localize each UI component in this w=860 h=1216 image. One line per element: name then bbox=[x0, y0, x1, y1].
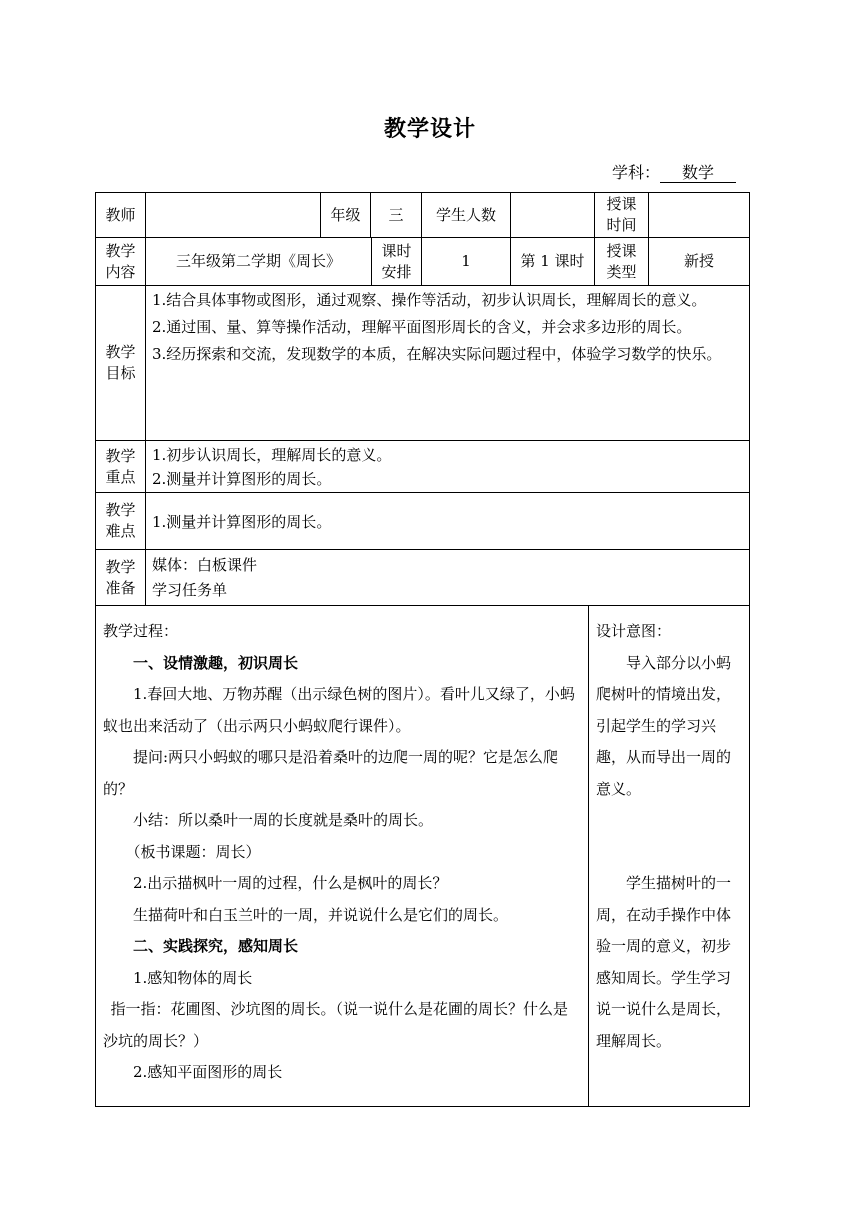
type-value-cell bbox=[648, 237, 750, 286]
difficulties-label-cell bbox=[95, 492, 146, 550]
time-value-cell bbox=[648, 192, 750, 238]
process-paragraph: 2.出示描枫叶一周的过程，什么是枫叶的周长？ bbox=[133, 874, 448, 892]
goal-item: 1.结合具体事物或图形，通过观察、操作等活动，初步认识周长，理解周长的意义。 bbox=[152, 291, 707, 309]
content-value: 三年级第二学期《周长》 bbox=[175, 252, 341, 270]
process-paragraph: 生描荷叶和白玉兰叶的一周，并说说什么是它们的周长。 bbox=[133, 905, 509, 924]
students-label-cell bbox=[421, 192, 511, 238]
type-value: 新授 bbox=[683, 252, 714, 270]
goal-item: 2.通过围、量、算等操作活动，理解平面图形周长的含义，并会求多边形的周长。 bbox=[152, 318, 692, 336]
type-label-line1: 授课 bbox=[606, 241, 637, 260]
difficulty-item: 1.测量并计算图形的周长。 bbox=[152, 512, 332, 531]
content-label-line1: 教学 bbox=[105, 241, 136, 260]
hours-label-cell bbox=[371, 237, 422, 286]
content-label-cell bbox=[95, 237, 146, 286]
process-paragraph: 指一指：花圃图、沙坑图的周长。（说一说什么是花圃的周长？什么是沙坑的周长？） bbox=[103, 1000, 569, 1050]
process-paragraph: 2.感知平面图形的周长 bbox=[133, 1063, 283, 1081]
hours-label-line1: 课时 bbox=[381, 241, 412, 260]
hours-value: 1 bbox=[461, 252, 471, 270]
subject-value: 数学 bbox=[660, 164, 736, 183]
subject-line bbox=[612, 160, 736, 183]
type-label-cell bbox=[594, 237, 649, 286]
grade-value: 三 bbox=[388, 205, 404, 224]
keypoints-label-line1: 教学 bbox=[105, 446, 136, 465]
goals-content-cell bbox=[145, 285, 750, 441]
preparation-item: 媒体：白板课件 bbox=[152, 556, 258, 574]
time-label-cell bbox=[594, 192, 649, 238]
goals-label-line1: 教学 bbox=[105, 343, 136, 361]
type-label-line2: 类型 bbox=[606, 262, 637, 281]
process-paragraph: 1.春回大地、万物苏醒（出示绿色树的图片）。看叶儿又绿了，小蚂蚁也出来活动了（出示两只小蚂蚁爬行课件）。 bbox=[103, 685, 575, 735]
lesson-no: 第 1 课时 bbox=[520, 252, 585, 270]
time-label-line1: 授课 bbox=[606, 195, 637, 213]
process-paragraph: 1.感知物体的周长 bbox=[133, 968, 253, 987]
process-paragraph: （板书课题：周长） bbox=[125, 842, 261, 861]
preparation-label-line2: 准备 bbox=[105, 578, 136, 597]
preparation-label-cell bbox=[95, 549, 146, 606]
keypoints-label-line2: 重点 bbox=[105, 467, 136, 486]
process-paragraph: 提问:两只小蚂蚁的哪只是沿着桑叶的边爬一周的呢？它是怎么爬的？ bbox=[103, 748, 559, 798]
preparation-item: 学习任务单 bbox=[152, 581, 228, 599]
process-heading: 教学过程： bbox=[103, 622, 179, 640]
keypoint-item: 2.测量并计算图形的周长。 bbox=[152, 470, 332, 488]
grade-value-cell bbox=[370, 192, 422, 238]
difficulties-label-line1: 教学 bbox=[105, 501, 136, 519]
teacher-label-cell bbox=[95, 192, 146, 238]
teacher-value-cell bbox=[145, 192, 321, 238]
goal-item: 3.经历探索和交流，发现数学的本质，在解决实际问题过程中，体验学习数学的快乐。 bbox=[152, 345, 722, 363]
hours-value-cell bbox=[421, 237, 511, 286]
section1-title: 一、设情激趣，初识周长 bbox=[133, 653, 299, 672]
keypoint-item: 1.初步认识周长，理解周长的意义。 bbox=[152, 446, 392, 464]
section2-title: 二、实践探究，感知周长 bbox=[133, 937, 299, 955]
goals-label-line2: 目标 bbox=[105, 364, 136, 382]
process-cell bbox=[95, 605, 589, 1107]
students-label: 学生人数 bbox=[435, 205, 496, 224]
content-value-cell bbox=[145, 237, 372, 286]
keypoints-content-cell bbox=[145, 440, 750, 493]
design-intent-paragraph: 导入部分以小蚂爬树叶的情境出发，引起学生的学习兴趣，从而导出一周的意义。 bbox=[596, 653, 732, 798]
subject-label: 学科： bbox=[612, 163, 661, 182]
design-intent-cell bbox=[588, 605, 750, 1107]
preparation-label-line1: 教学 bbox=[105, 557, 136, 576]
keypoints-label-cell bbox=[95, 440, 146, 493]
hours-label-line2: 安排 bbox=[381, 262, 412, 281]
grade-label: 年级 bbox=[330, 205, 361, 224]
goals-label-cell bbox=[95, 285, 146, 441]
difficulties-content-cell bbox=[145, 492, 750, 550]
time-label-line2: 时间 bbox=[606, 216, 637, 234]
document-title: 教学设计 bbox=[383, 117, 476, 142]
process-paragraph: 小结：所以桑叶一周的长度就是桑叶的周长。 bbox=[133, 811, 434, 829]
preparation-content-cell bbox=[145, 549, 750, 606]
design-intent-heading: 设计意图： bbox=[596, 622, 672, 640]
lesson-no-cell bbox=[510, 237, 595, 286]
students-value-cell bbox=[510, 192, 595, 238]
difficulties-label-line2: 难点 bbox=[105, 522, 136, 540]
design-intent-paragraph: 学生描树叶的一周，在动手操作中体验一周的意义，初步感知周长。学生学习说一说什么是周长，理解周长。 bbox=[596, 874, 732, 1050]
content-label-line2: 内容 bbox=[105, 262, 136, 281]
teacher-label: 教师 bbox=[105, 205, 136, 224]
grade-label-cell bbox=[320, 192, 371, 238]
